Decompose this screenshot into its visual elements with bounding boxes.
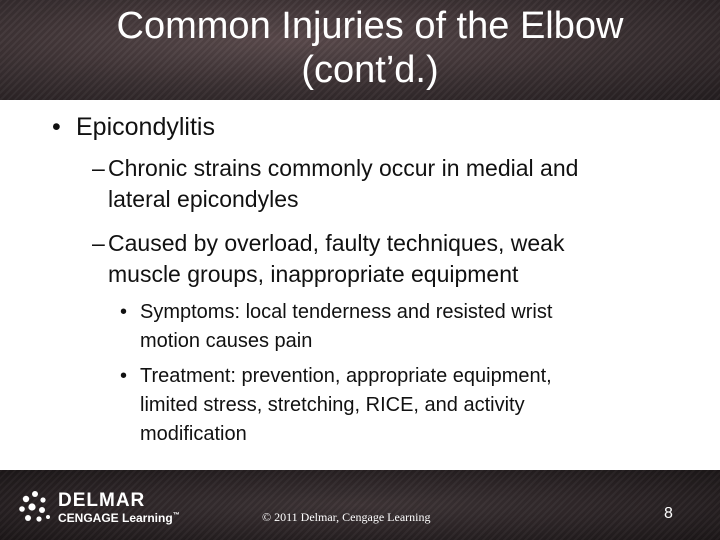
- detail-line: Treatment: prevention, appropriate equipment,: [140, 365, 552, 387]
- detail-text: [140, 298, 655, 356]
- delmar-cengage-logo: [18, 488, 208, 528]
- logo-wordmark-cengage-text: CENGAGE Learning: [58, 511, 173, 525]
- detail-line: motion causes pain: [140, 330, 313, 352]
- trademark-mark: ™: [172, 512, 180, 519]
- sub-item-line: muscle groups, inappropriate equipment: [108, 261, 519, 287]
- copyright-notice: © 2011 Delmar, Cengage Learning: [262, 510, 431, 524]
- dash-icon: –: [92, 155, 105, 181]
- sub-item-line: Caused by overload, faulty techniques, weak: [108, 230, 565, 256]
- dots-cluster-icon: [18, 490, 52, 524]
- sub-item-text: [108, 228, 698, 290]
- detail-line: Symptoms: local tenderness and resisted wrist: [140, 301, 553, 323]
- detail-line: modification: [140, 423, 247, 445]
- sub-item-line: Chronic strains commonly occur in medial and: [108, 155, 579, 181]
- bullet-heading: Epicondylitis: [76, 113, 215, 141]
- sub-item-line: lateral epicondyles: [108, 186, 299, 212]
- detail-text: [140, 362, 655, 449]
- sub-item-text: [108, 153, 698, 215]
- title-line-1: Common Injuries of the Elbow: [116, 5, 624, 47]
- bullet-icon: •: [120, 365, 128, 387]
- footer-bar: [0, 470, 720, 540]
- title-line-2: (cont’d.): [301, 49, 439, 91]
- logo-wordmark-cengage: [58, 511, 180, 525]
- bullet-icon: •: [120, 301, 128, 323]
- logo-wordmark-delmar: DELMAR: [58, 490, 146, 511]
- detail-line: limited stress, stretching, RICE, and activity: [140, 394, 525, 416]
- page-number: 8: [664, 505, 673, 522]
- bullet-icon: •: [52, 113, 61, 141]
- dash-icon: –: [92, 230, 105, 256]
